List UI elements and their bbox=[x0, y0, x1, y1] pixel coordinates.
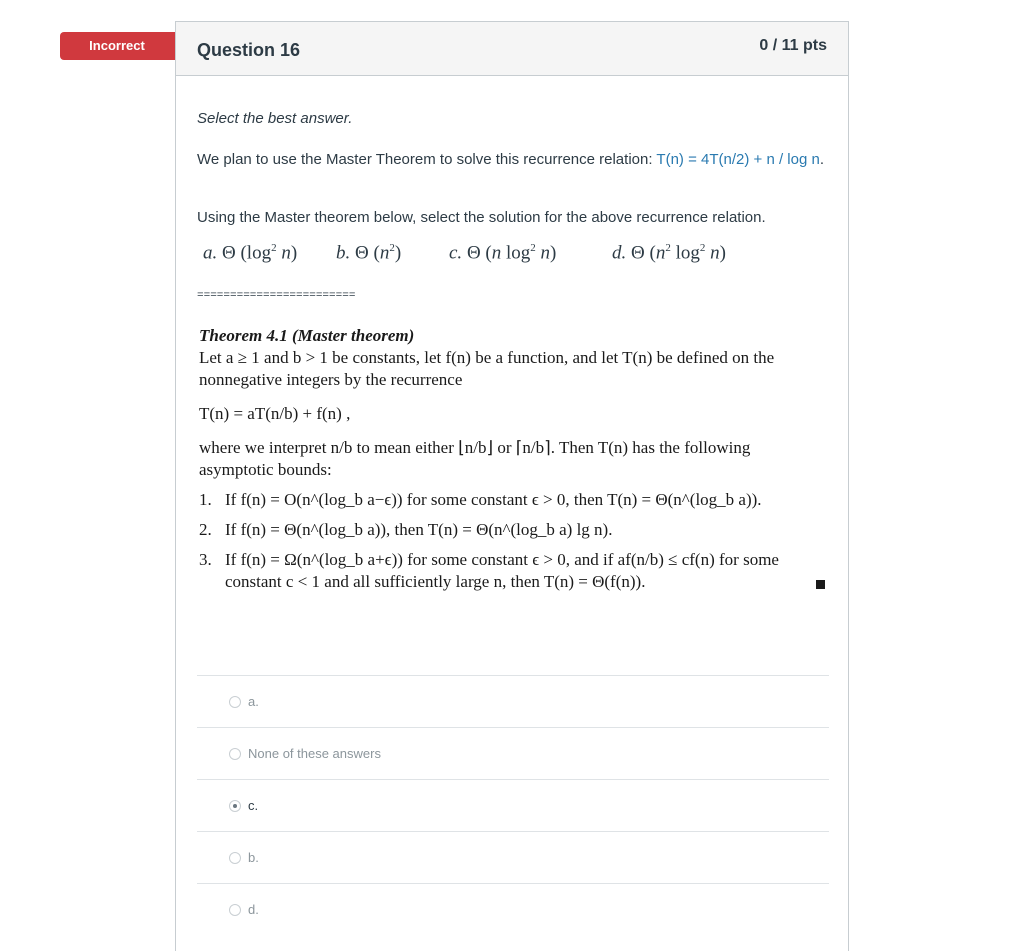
question-points: 0 / 11 pts bbox=[759, 37, 827, 54]
answer-option-d[interactable] bbox=[197, 883, 829, 935]
answer-option-c[interactable] bbox=[197, 779, 829, 831]
radio-button[interactable] bbox=[229, 904, 241, 916]
radio-button-selected[interactable] bbox=[229, 800, 241, 812]
qed-square-icon bbox=[816, 580, 825, 589]
master-theorem bbox=[199, 325, 825, 593]
answer-label: c. bbox=[248, 798, 259, 813]
theorem-case-1: 1. If f(n) = O(n^(log_b a−ϵ)) for some constant ϵ > 0, then T(n) = Θ(n^(log_b a)). bbox=[199, 490, 762, 509]
incorrect-badge-label: Incorrect bbox=[60, 32, 180, 60]
stem-prefix: We plan to use the Master Theorem to solve this recurrence relation: bbox=[197, 151, 657, 168]
incorrect-badge bbox=[60, 32, 184, 60]
answer-label: d. bbox=[248, 902, 259, 917]
stem-suffix: . bbox=[819, 151, 824, 168]
question-card bbox=[175, 21, 849, 951]
answer-option-a[interactable] bbox=[197, 675, 829, 727]
radio-button[interactable] bbox=[229, 696, 241, 708]
using-text: Using the Master theorem below, select the solution for the above recurrence relation. bbox=[197, 209, 766, 226]
theorem-case-2: 2. If f(n) = Θ(n^(log_b a)), then T(n) = Θ(n^(log_b a) lg n). bbox=[199, 520, 613, 539]
radio-button[interactable] bbox=[229, 748, 241, 760]
answer-label: b. bbox=[248, 850, 259, 865]
question-instruction: Select the best answer. bbox=[197, 110, 353, 127]
question-stem bbox=[197, 147, 829, 172]
theorem-intro: Let a ≥ 1 and b > 1 be constants, let f(n) be a function, and let T(n) be defined on the nonnegative integers by the recurrence bbox=[199, 348, 775, 389]
question-header bbox=[176, 22, 848, 76]
answer-option-b[interactable] bbox=[197, 831, 829, 883]
separator-line: ======================== bbox=[197, 290, 356, 302]
radio-button[interactable] bbox=[229, 852, 241, 864]
answer-list bbox=[197, 675, 829, 935]
stem-recurrence: T(n) = 4T(n/2) + n / log n bbox=[656, 151, 820, 168]
option-b-formula: b. Θ $(n^2)$ bbox=[336, 242, 402, 264]
answer-label: a. bbox=[248, 694, 259, 709]
theorem-interpret: where we interpret n/b to mean either ⌊n/b⌋ or ⌈n/b⌉. Then T(n) has the following asymptotic bounds: bbox=[199, 438, 751, 479]
answer-label: None of these answers bbox=[248, 746, 381, 761]
option-a-formula: a. Θ ($\log^2$ n) bbox=[203, 242, 298, 264]
question-title: Question 16 bbox=[197, 40, 301, 60]
option-d-formula: d. Θ ($n^2$ $\log^2 n$) bbox=[612, 242, 726, 264]
answer-option-none[interactable] bbox=[197, 727, 829, 779]
theorem-recurrence: T(n) = aT(n/b) + f(n) , bbox=[199, 404, 351, 423]
theorem-title: Theorem 4.1 (Master theorem) bbox=[199, 326, 415, 345]
option-formulas bbox=[203, 242, 763, 272]
theorem-case-3: 3. If f(n) = Ω(n^(log_b a+ϵ)) for some constant ϵ > 0, and if af(n/b) ≤ cf(n) for some constant c < 1 and all sufficiently large n, then T(n) = Θ(f(n)). bbox=[199, 549, 825, 593]
option-c-formula: c. Θ (n $\log^2 n$) bbox=[449, 242, 557, 264]
